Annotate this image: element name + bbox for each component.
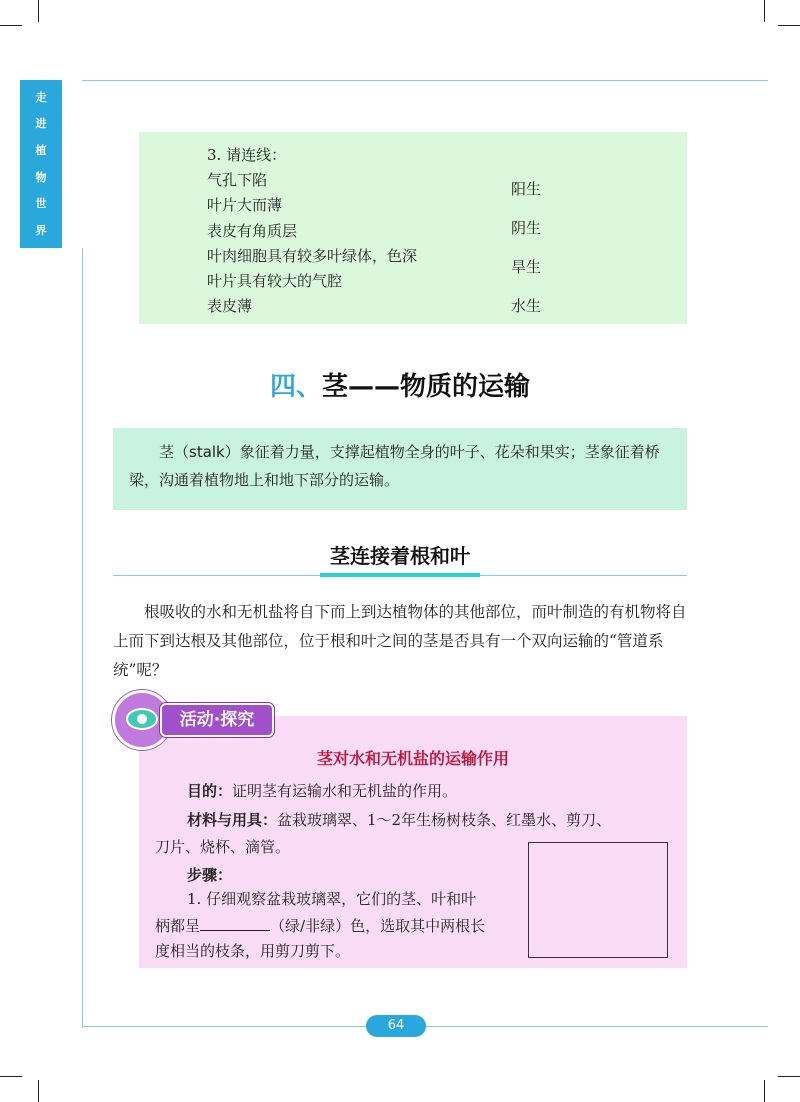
fill-in-blank[interactable] [200,916,270,931]
image-placeholder-frame [528,842,668,958]
intro-box [113,428,687,510]
left-item: 气孔下陷 [207,171,268,189]
materials-line-2: 刀片、烧杯、滴管。 [155,838,291,856]
materials-line [187,809,611,830]
materials-text: 盆栽玻璃翠、1～2年生杨树枝条、红墨水、剪刀、 [277,811,612,829]
exercise-heading: 3. 请连线： [207,146,287,164]
left-item: 表皮薄 [207,297,253,315]
subsection-accent-bar [320,573,480,577]
chapter-side-tab [20,80,82,248]
crop-mark [38,0,39,22]
crop-mark [764,1080,765,1102]
crop-mark [778,1076,800,1077]
chapter-char: 走 [35,90,47,104]
side-tab-divider [62,80,82,248]
chapter-char: 物 [35,170,47,184]
chapter-char: 植 [35,144,47,158]
step-1-line-2 [155,915,485,936]
step-1-line-1: 1. 仔细观察盆栽玻璃翠，它们的茎、叶和叶 [187,890,477,908]
step-1-line-3: 度相当的枝条，用剪刀剪下。 [155,942,351,960]
activity-badge-label: 活动·探究 [160,703,274,737]
section-number: 四、 [269,372,322,402]
chapter-char: 界 [35,224,47,238]
crop-mark [38,1080,39,1102]
crop-mark [764,0,765,22]
materials-label: 材料与用具： [187,811,278,829]
crop-mark [0,25,22,26]
chapter-title-vertical [20,84,62,244]
left-item: 叶片具有较大的气腔 [207,272,343,290]
activity-title: 茎对水和无机盐的运输作用 [316,749,509,768]
matching-exercise-box [139,132,687,324]
page-number: 64 [366,1015,426,1037]
purpose-label: 目的： [187,782,233,800]
left-item: 叶肉细胞具有较多叶绿体，色深 [207,247,418,265]
body-paragraph: 根吸收的水和无机盐将自下而上到达植物体的其他部位，而叶制造的有机物将自上而下到达根及其他部位，位于根和叶之间的茎是否具有一个双向运输的“管道系统”呢？ [113,603,687,679]
section-title-text: 茎——物质的运输 [322,372,531,402]
purpose-line [187,780,457,801]
subsection-title: 茎连接着根和叶 [330,544,470,568]
chapter-char: 进 [35,117,47,131]
purpose-text: 证明茎有运输水和无机盐的作用。 [232,782,458,800]
steps-label: 步骤： [187,866,233,884]
step-1-text-pre: 柄都呈 [155,917,201,935]
section-title [0,366,800,403]
crop-mark [778,25,800,26]
step-1-text-post: （绿/非绿）色，选取其中两根长 [270,917,486,935]
chapter-char: 世 [35,197,47,211]
left-item: 叶片大而薄 [207,196,283,214]
right-item: 阴生 [511,219,542,237]
right-item: 阳生 [511,180,542,198]
top-rule [82,80,768,81]
right-item: 水生 [511,297,542,315]
left-item: 表皮有角质层 [207,222,298,240]
right-item: 旱生 [511,258,542,276]
left-rule [82,248,83,1028]
crop-mark [0,1076,22,1077]
intro-text: 茎（stalk）象征着力量，支撑起植物全身的叶子、花朵和果实；茎象征着桥梁，沟通着植物地上和地下部分的运输。 [129,443,660,489]
